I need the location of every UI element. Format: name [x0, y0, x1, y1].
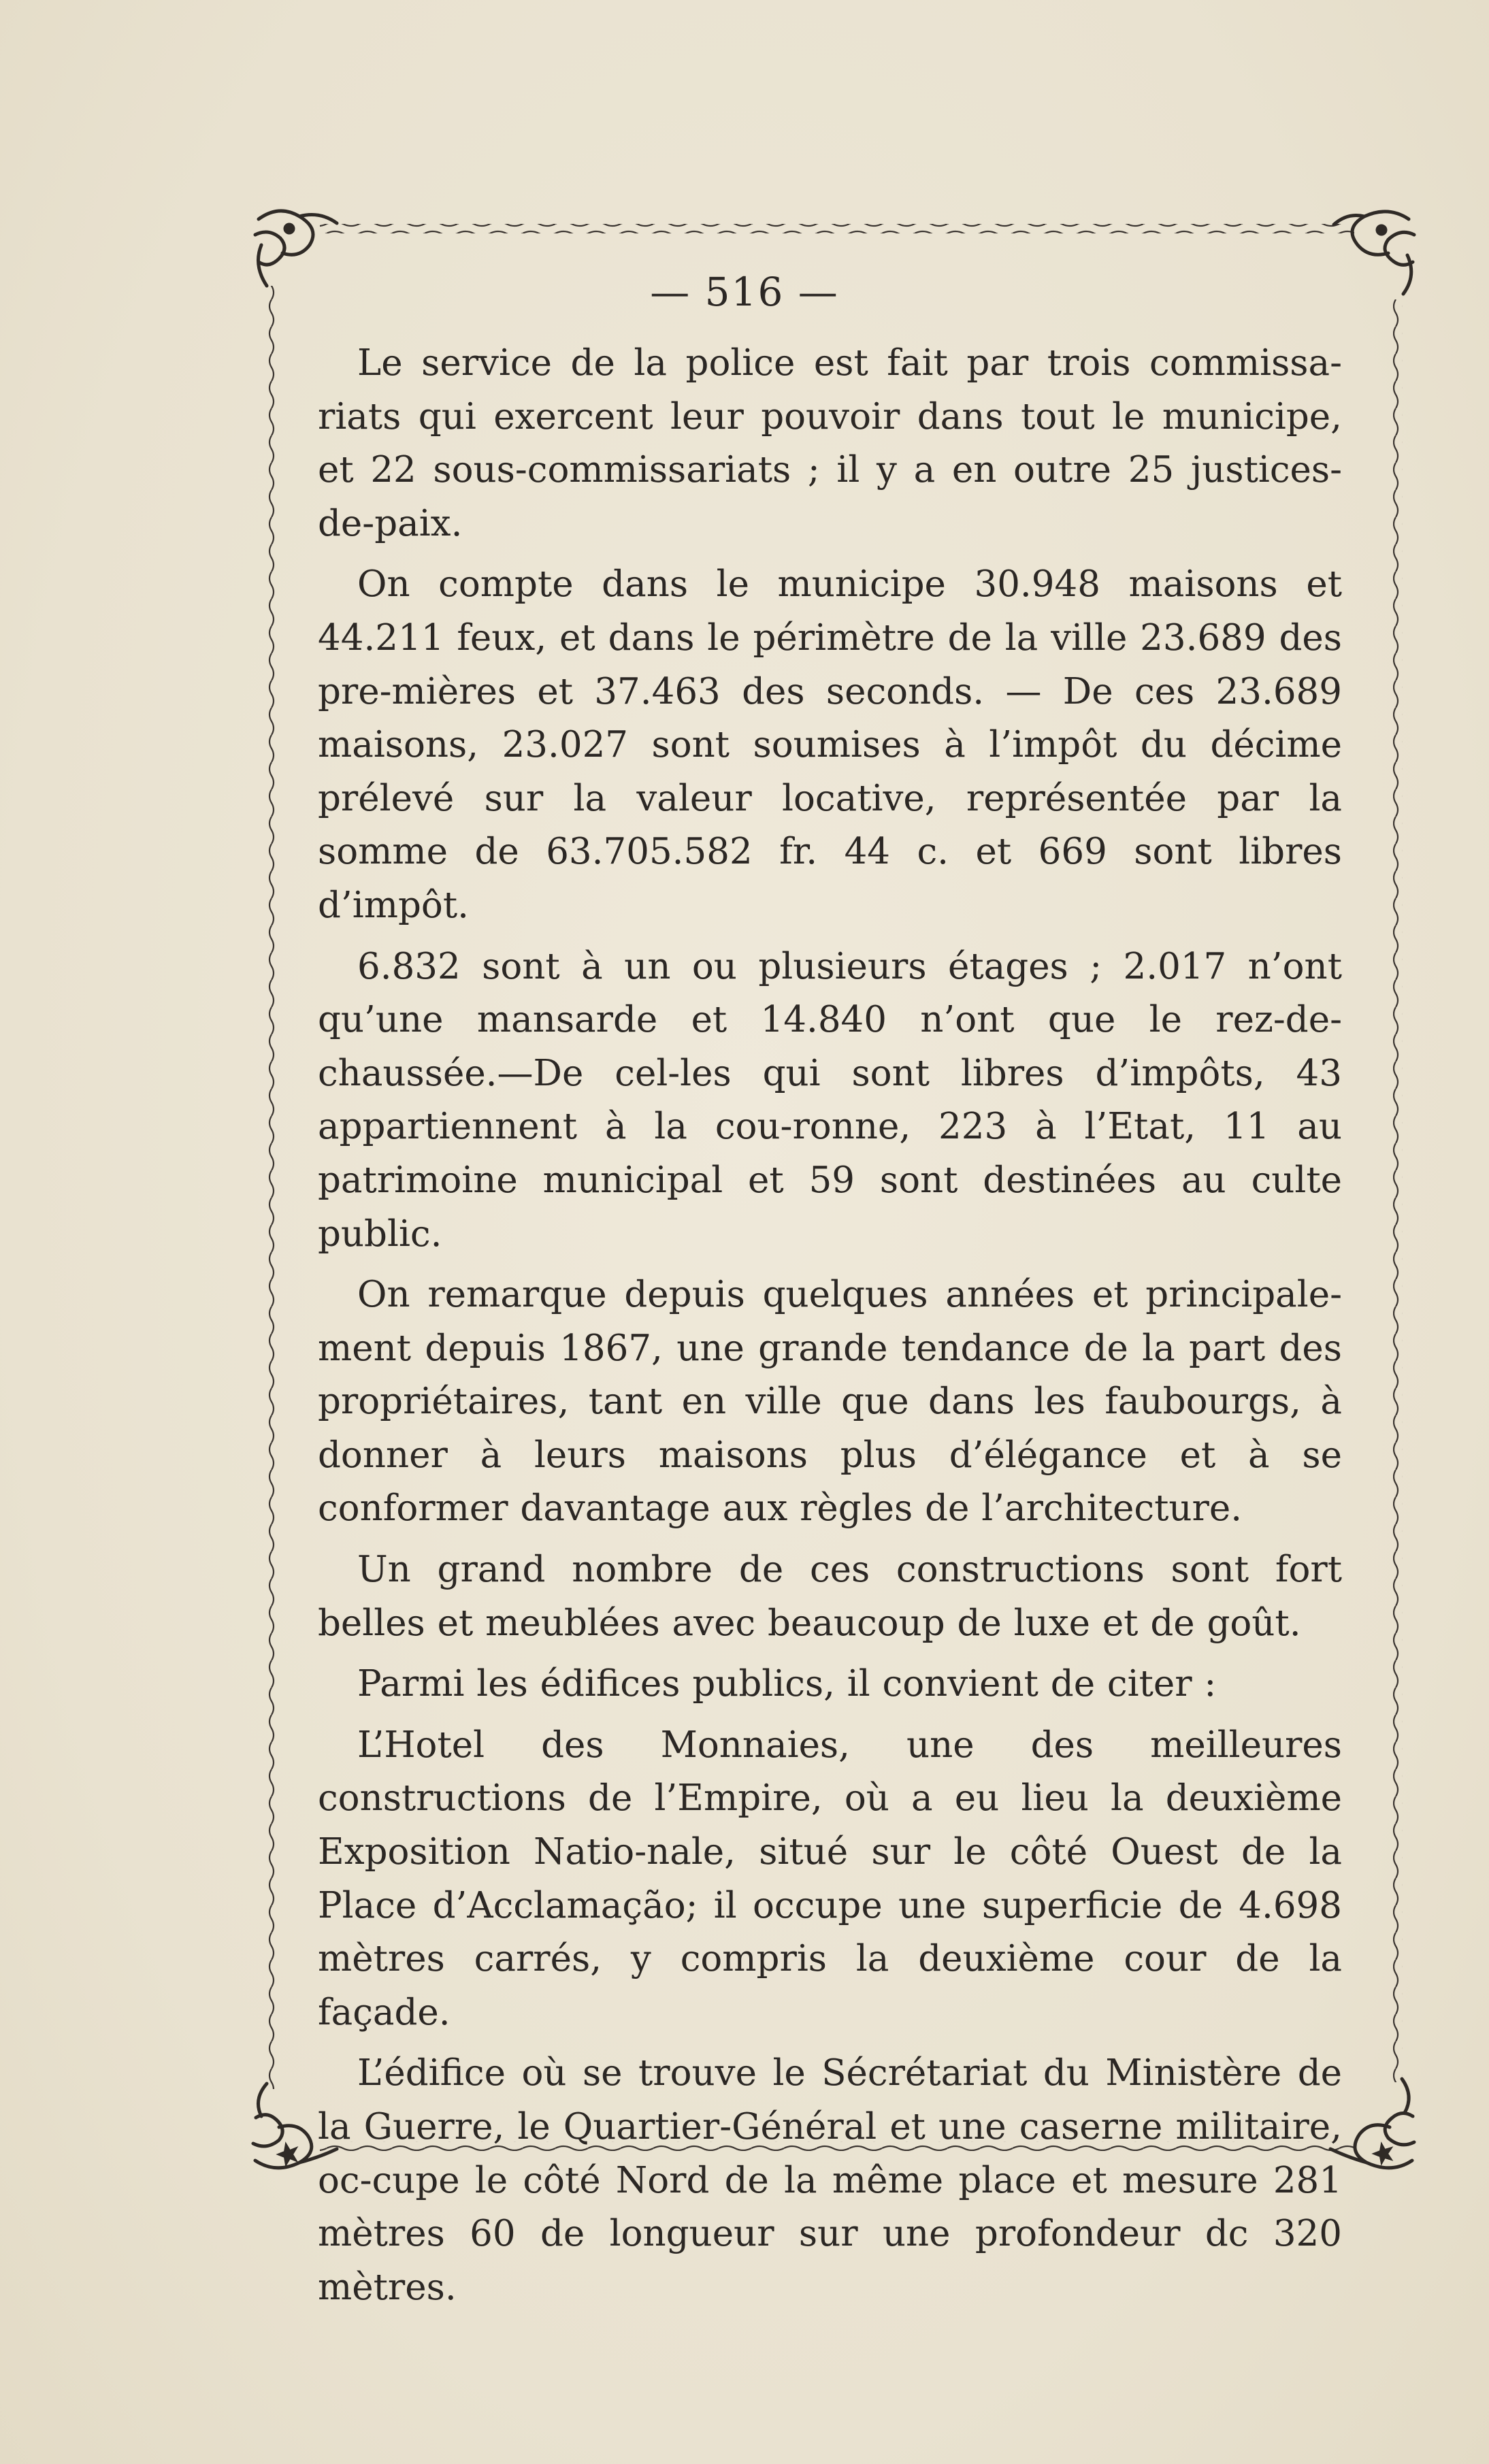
border-left-rule [267, 286, 276, 2089]
paragraph-architecture-trend: On remarque depuis quelques années et principale-ment depuis 1867, une grande tendance de la part des propriétaires, tant en ville que dans les faubourgs, à donner à leurs maisons plus d’élégance et à se conformer davantage aux règles de l’architecture. [318, 1274, 1342, 1530]
paragraph-constructions: Un grand nombre de ces constructions sont fort belles et meublées avec beaucoup de luxe et de goût. [318, 1549, 1342, 1644]
border-right-rule [1393, 299, 1403, 2082]
page-number: — 516 — [650, 269, 839, 315]
body-text [318, 337, 1342, 2314]
paragraph-public-buildings: Parmi les édifices publics, il convient de citer : [357, 1663, 1217, 1705]
paragraph-police: Le service de la police est fait par trois commissa-riats qui exercent leur pouvoir dans tout le municipe, et 22 sous-commissariats ; il y a en outre 25 justices-de-paix. [318, 342, 1342, 544]
paragraph-houses-count: On compte dans le municipe 30.948 maisons et 44.211 feux, et dans le périmètre de la ville 23.689 des pre-mières et 37.463 des seconds. — De ces 23.689 maisons, 23.027 sont soumises à l’impôt du décime prélevé sur la valeur locative, représentée par la somme de 63.705.582 fr. 44 c. et 669 sont libres d’impôt. [318, 563, 1342, 926]
paragraph-ministere-guerre: L’édifice où se trouve le Sécrétariat du Ministère de la Guerre, le Quartier-Général et une caserne militaire, oc-cupe le côté Nord de la même place et mesure 281 mètres 60 de longueur sur une profondeur dc 320 mètres. [318, 2052, 1342, 2308]
paragraph-floors: 6.832 sont à un ou plusieurs étages ; 2.017 n’ont qu’une mansarde et 14.840 n’ont que le rez-de-chaussée.—De cel-les qui sont libres d’impôts, 43 appartiennent à la cou-ronne, 223 à l’Etat, 11 au patrimoine municipal et 59 sont destinées au culte public. [318, 945, 1342, 1255]
corner-ornament-bottom-right [1330, 2079, 1414, 2168]
paragraph-hotel-monnaies: L’Hotel des Monnaies, une des meilleures constructions de l’Empire, où a eu lieu la deuxième Exposition Natio-nale, situé sur le côté Ouest de la Place d’Acclamação; il occupe une superficie de 4.698 mètres carrés, y compris la deuxième cour de la façade. [318, 1724, 1342, 2033]
border-top-rule [320, 224, 1354, 233]
